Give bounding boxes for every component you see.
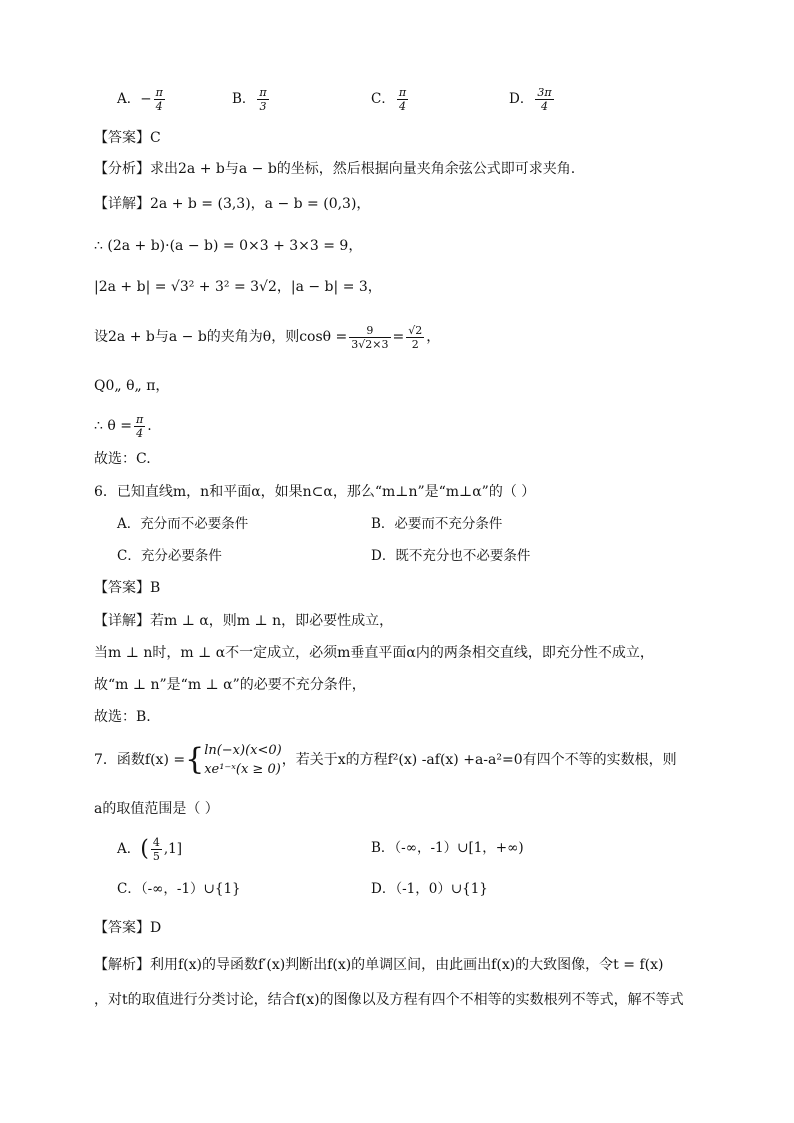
- fraction-denominator: 3√2×3: [351, 337, 389, 351]
- piecewise-brace: {: [185, 742, 205, 777]
- answer-tag: 【答案】: [94, 130, 150, 146]
- q7-option-c: C．（-∞，-1）∪{1}: [117, 881, 241, 897]
- q5-analysis: [94, 159, 575, 179]
- q5-detail-line4: [94, 319, 440, 355]
- fraction-numerator: π: [135, 412, 144, 426]
- option-fraction: [397, 86, 408, 113]
- q5-detail-line5: Q0„ θ„ π，: [94, 378, 170, 394]
- q6-option-d: D．既不充分也不必要条件: [371, 548, 531, 564]
- option-fraction: [535, 86, 553, 113]
- q7-option-a: [117, 832, 182, 866]
- equals-sign: =: [392, 329, 405, 345]
- analysis-tag: 【分析】: [94, 161, 150, 177]
- q7-answer: [94, 918, 161, 938]
- analysis-text: 求出2a + b与a − b的坐标，然后根据向量夹角余弦公式即可求夹角.: [150, 161, 576, 177]
- theta-expression: ∴ θ =: [94, 418, 132, 434]
- analysis-tag: 【解析】: [94, 957, 150, 973]
- fraction-numerator: π: [155, 86, 163, 99]
- fraction-denominator: 3: [259, 100, 267, 113]
- answer-tag: 【答案】: [94, 920, 150, 936]
- q5-detail-line3: |2a + b| = √3² + 3² = 3√2，|a − b| = 3，: [94, 279, 382, 295]
- fraction-numerator: π: [259, 86, 267, 99]
- option-sign: −: [140, 91, 152, 107]
- q7-stem: [94, 736, 677, 784]
- q6-option-a: A．充分而不必要条件: [117, 516, 249, 532]
- q5-detail-line6: [94, 408, 152, 444]
- q6-stem: 6．已知直线m，n和平面α，如果n⊂α，那么“m⊥n”是“m⊥α”的（ ）: [94, 484, 536, 500]
- q6-detail-line3: 故“m ⊥ n”是“m ⊥ α”的必要不充分条件，: [94, 677, 366, 693]
- option-letter: B．: [232, 91, 256, 107]
- fraction-denominator: 5: [152, 850, 160, 863]
- option-letter: C．: [371, 91, 395, 107]
- q5-option-c: [371, 86, 410, 113]
- fraction-numerator: π: [398, 86, 407, 99]
- option-text: ,1]: [163, 841, 182, 857]
- q5-option-a: [117, 86, 167, 113]
- detail-text: 若m ⊥ α，则m ⊥ n，即必要性成立，: [150, 613, 394, 629]
- fraction-denominator: 4: [136, 426, 144, 440]
- fraction-numerator: 3π: [537, 86, 552, 99]
- fraction-numerator: 4: [152, 836, 160, 849]
- fraction-denominator: 4: [540, 100, 548, 113]
- fraction-denominator: 4: [155, 100, 163, 113]
- stem-text: ，若关于x的方程f²(x) -af(x) +a-a²=0有四个不等的实数根，则: [281, 752, 677, 768]
- q6-option-c: C．充分必要条件: [117, 548, 222, 564]
- q6-answer: [94, 578, 160, 598]
- fraction-numerator: √2: [408, 323, 423, 337]
- option-fraction: [154, 86, 165, 113]
- detail-text: 2a + b = (3,3)，a − b = (0,3)，: [150, 196, 371, 212]
- option-fraction: [151, 836, 162, 863]
- option-letter: A．: [117, 841, 141, 857]
- q5-detail-line1: [94, 194, 370, 214]
- q5-conclusion: 故选：C.: [94, 451, 151, 467]
- punctuation: ，: [426, 329, 441, 345]
- option-letter: D．: [509, 91, 534, 107]
- q5-option-d: [509, 86, 556, 113]
- detail-tag: 【详解】: [94, 196, 150, 212]
- answer-tag: 【答案】: [94, 580, 150, 596]
- answer-value: B: [150, 580, 161, 596]
- q7-analysis-line2: ，对t的取值进行分类讨论，结合f(x)的图像以及方程有四个不相等的实数根列不等式，解不等式: [94, 992, 684, 1008]
- q7-analysis-line1: [94, 955, 663, 975]
- q7-option-d: D．（-1，0）∪{1}: [371, 881, 488, 897]
- theta-fraction: [134, 413, 145, 440]
- cos-fraction-1: [349, 324, 390, 351]
- option-fraction: [257, 86, 268, 113]
- function-name: 7．函数f(x) =: [94, 752, 186, 768]
- bracket-open: (: [140, 836, 149, 862]
- analysis-text: 利用f(x)的导函数f′(x)判断出f(x)的单调区间，由此画出f(x)的大致图像，令t = f(x): [150, 957, 664, 973]
- fraction-denominator: 2: [411, 337, 419, 351]
- piece-2: xe¹⁻ˣ(x ≥ 0): [204, 762, 281, 777]
- q7-option-b: B．（-∞，-1）∪[1，+∞): [371, 840, 524, 856]
- punctuation: .: [147, 418, 152, 434]
- option-letter: A．: [117, 91, 141, 107]
- piece-1: ln(−x)(x<0): [204, 743, 282, 758]
- fraction-numerator: 9: [349, 324, 390, 338]
- q7-stem-line2: a的取值范围是（ ）: [94, 801, 219, 817]
- cos-expression: 设2a + b与a − b的夹角为θ，则cosθ =: [94, 329, 348, 345]
- piecewise-definition: [204, 741, 282, 779]
- q5-detail-line2: ∴ (2a + b)·(a − b) = 0×3 + 3×3 = 9，: [94, 238, 363, 254]
- q6-conclusion: 故选：B.: [94, 709, 151, 725]
- q5-option-b: [232, 86, 271, 113]
- fraction-denominator: 4: [398, 100, 406, 113]
- q6-detail-line1: [94, 611, 393, 631]
- q6-option-b: B．必要而不充分条件: [371, 516, 503, 532]
- detail-tag: 【详解】: [94, 613, 150, 629]
- cos-fraction-2: [406, 324, 424, 351]
- answer-value: C: [150, 130, 161, 146]
- answer-value: D: [150, 920, 162, 936]
- q6-detail-line2: 当m ⊥ n时，m ⊥ α不一定成立，必须m垂直平面α内的两条相交直线，即充分性不成立，: [94, 645, 654, 661]
- q5-answer: [94, 128, 161, 148]
